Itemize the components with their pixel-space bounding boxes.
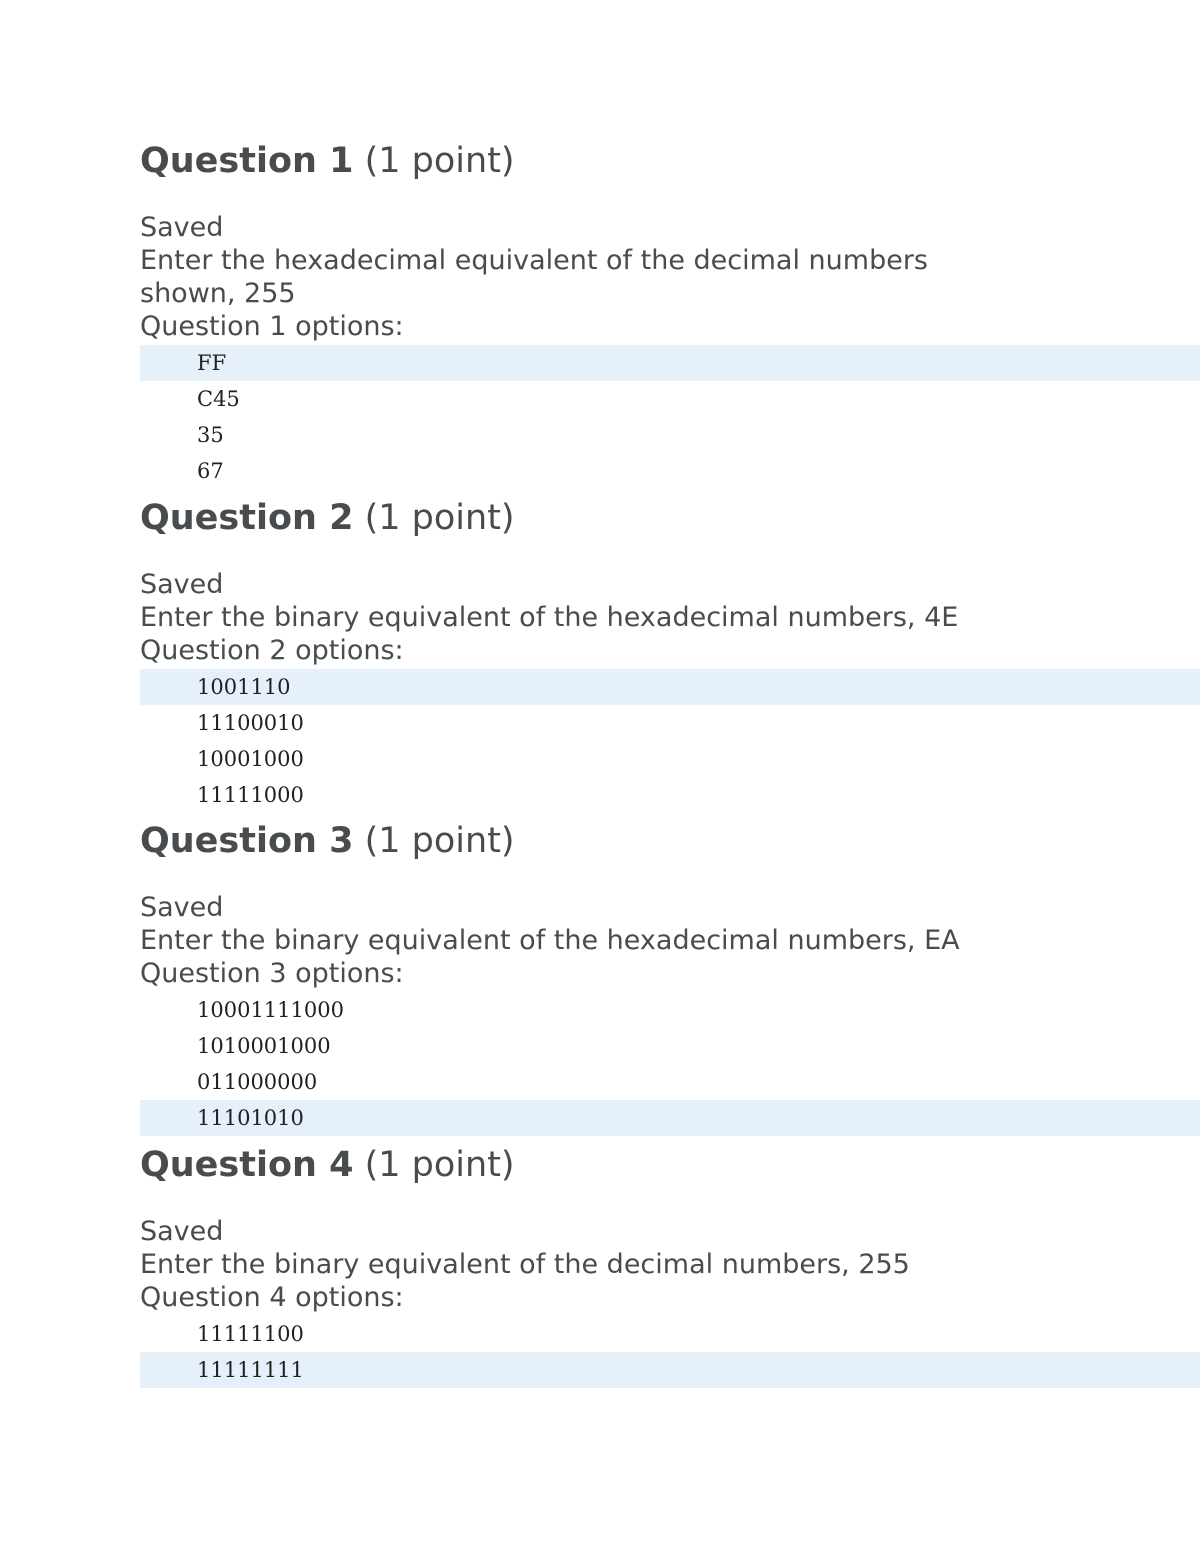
options-label: Question 1 options: <box>140 311 404 342</box>
saved-status: Saved <box>140 892 224 923</box>
answer-option-label: 11100010 <box>197 711 304 735</box>
answer-option-label: 1001110 <box>197 675 291 699</box>
options-list <box>140 992 1200 1136</box>
question-heading <box>140 141 1200 181</box>
options-label: Question 4 options: <box>140 1282 404 1313</box>
question-heading <box>140 1145 1200 1185</box>
answer-option-selected[interactable] <box>140 1352 1200 1388</box>
saved-status: Saved <box>140 1216 224 1247</box>
answer-option-label: 10001000 <box>197 747 304 771</box>
question-title: Question 1 <box>140 141 354 181</box>
answer-option-label: 67 <box>197 459 224 483</box>
question-points: (1 point) <box>364 498 515 538</box>
saved-status: Saved <box>140 569 224 600</box>
question-prompt <box>140 244 1200 310</box>
question-points: (1 point) <box>364 1145 515 1185</box>
question-prompt-line: Enter the binary equivalent of the hexadecimal numbers, EA <box>140 925 960 956</box>
answer-option[interactable] <box>140 741 1200 777</box>
answer-option-label: FF <box>197 351 227 375</box>
question-heading <box>140 821 1200 861</box>
options-list <box>140 669 1200 813</box>
question-title: Question 2 <box>140 498 354 538</box>
question-prompt-line: Enter the hexadecimal equivalent of the decimal numbers <box>140 245 928 276</box>
question-prompt-line: Enter the binary equivalent of the decimal numbers, 255 <box>140 1249 910 1280</box>
answer-option-label: 10001111000 <box>197 998 344 1022</box>
question-points: (1 point) <box>364 821 515 861</box>
options-label: Question 2 options: <box>140 635 404 666</box>
answer-option-label: 11101010 <box>197 1106 304 1130</box>
answer-option[interactable] <box>140 381 1200 417</box>
question-prompt <box>140 601 1200 634</box>
answer-option-label: 35 <box>197 423 224 447</box>
question-heading <box>140 498 1200 538</box>
answer-option-label: C45 <box>197 387 240 411</box>
question-prompt <box>140 1248 1200 1281</box>
answer-option-label: 11111100 <box>197 1322 304 1346</box>
question-title: Question 3 <box>140 821 354 861</box>
answer-option-label: 1010001000 <box>197 1034 331 1058</box>
question-4 <box>140 1145 1200 1388</box>
answer-option-selected[interactable] <box>140 1100 1200 1136</box>
answer-option[interactable] <box>140 1028 1200 1064</box>
question-3 <box>140 821 1200 1136</box>
answer-option[interactable] <box>140 777 1200 813</box>
answer-option-selected[interactable] <box>140 669 1200 705</box>
answer-option[interactable] <box>140 1316 1200 1352</box>
question-points: (1 point) <box>364 141 515 181</box>
answer-option[interactable] <box>140 1064 1200 1100</box>
question-2 <box>140 498 1200 813</box>
answer-option-label: 11111000 <box>197 783 304 807</box>
question-prompt-line: Enter the binary equivalent of the hexadecimal numbers, 4E <box>140 602 959 633</box>
question-prompt <box>140 924 1200 957</box>
answer-option-label: 11111111 <box>197 1358 304 1382</box>
question-prompt-line: shown, 255 <box>140 278 296 309</box>
saved-status: Saved <box>140 212 224 243</box>
answer-option-label: 011000000 <box>197 1070 318 1094</box>
answer-option[interactable] <box>140 453 1200 489</box>
options-list <box>140 345 1200 489</box>
options-list <box>140 1316 1200 1388</box>
options-label: Question 3 options: <box>140 958 404 989</box>
answer-option[interactable] <box>140 705 1200 741</box>
answer-option-selected[interactable] <box>140 345 1200 381</box>
answer-option[interactable] <box>140 417 1200 453</box>
question-1 <box>140 141 1200 489</box>
question-title: Question 4 <box>140 1145 354 1185</box>
answer-option[interactable] <box>140 992 1200 1028</box>
